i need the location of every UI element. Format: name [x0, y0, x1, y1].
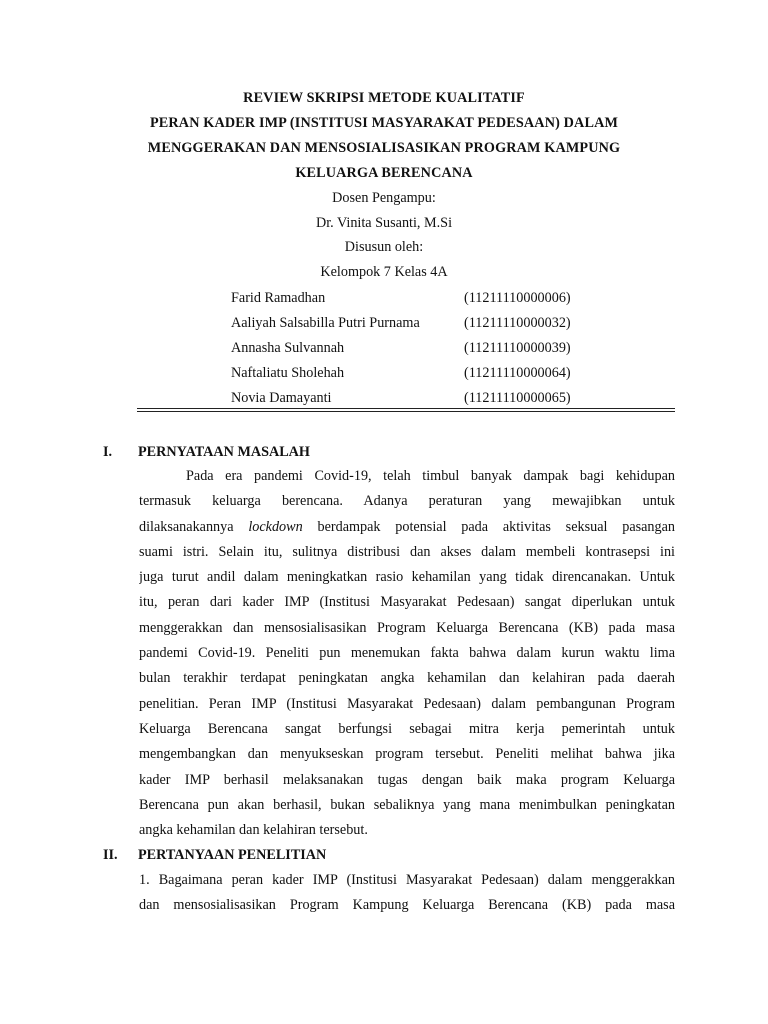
paragraph-line: termasuk keluarga berencana. Adanya peraturan yang mewajibkan untuk: [139, 493, 675, 510]
paragraph-line: Keluarga Berencana sangat berfungsi sebagai mitra kerja pemerintah untuk: [139, 720, 675, 737]
paragraph-line: itu, peran dari kader IMP (Institusi Masyarakat Pedesaan) sangat diperlukan untuk: [139, 594, 675, 611]
title-block: [0, 86, 768, 284]
paragraph-line: menggerakkan dan mensosialisasikan Program Keluarga Berencana (KB) pada masa: [139, 619, 675, 636]
lecturer-name: Dr. Vinita Susanti, M.Si: [315, 214, 453, 231]
author-id: (11211110000032): [464, 315, 571, 331]
author-id: (11211110000064): [464, 365, 571, 381]
author-id: (11211110000006): [464, 290, 571, 306]
section-number: II.: [103, 847, 118, 863]
author-name: Naftaliatu Sholehah: [231, 365, 345, 381]
section-number: I.: [103, 444, 113, 460]
paragraph-line: Berencana pun akan berhasil, bukan sebaliknya yang mana menimbulkan peningkatan: [139, 796, 675, 813]
italic-term: lockdown: [248, 518, 303, 535]
divider-rule-bottom: [137, 411, 675, 412]
research-questions-paragraph: [139, 868, 675, 919]
author-row: [231, 286, 591, 311]
title-line-3: MENGGERAKAN DAN MENSOSIALISASIKAN PROGRAM KAMPUNG: [147, 140, 621, 156]
paragraph-line: angka kehamilan dan kelahiran tersebut.: [139, 822, 368, 839]
paragraph-line: Pada era pandemi Covid-19, telah timbul banyak dampak bagi kehidupan: [186, 468, 675, 484]
paragraph-line: juga turut andil dalam meningkatkan rasio kehamilan yang tidak direncanakan. Untuk: [139, 569, 675, 586]
section-title: PERNYATAAN MASALAH: [138, 444, 310, 460]
section-title: PERTANYAAN PENELITIAN: [138, 847, 327, 863]
author-row: [231, 361, 591, 386]
paragraph-line: kader IMP berhasil melaksanakan tugas dengan baik maka program Keluarga: [139, 771, 675, 788]
author-id: (11211110000065): [464, 390, 571, 406]
author-name: Aaliyah Salsabilla Putri Purnama: [231, 315, 420, 331]
group-label: Kelompok 7 Kelas 4A: [320, 263, 448, 280]
author-id: (11211110000039): [464, 340, 571, 356]
lecturer-label: Dosen Pengampu:: [332, 190, 436, 206]
author-name: Farid Ramadhan: [231, 290, 326, 306]
section-heading-problem: [103, 442, 310, 462]
compiled-label: Disusun oleh:: [344, 239, 424, 255]
title-line-1: REVIEW SKRIPSI METODE KUALITATIF: [243, 90, 525, 106]
author-row: [231, 311, 591, 336]
paragraph-line: suami istri. Selain itu, sulitnya distribusi dan akses dalam membeli kontrasepsi ini: [139, 543, 675, 560]
author-name: Novia Damayanti: [231, 390, 332, 406]
paragraph-line: penelitian. Peran IMP (Institusi Masyarakat Pedesaan) dalam pembangunan Program: [139, 695, 675, 712]
line-rest-text: berdampak potensial pada aktivitas seksual pasangan: [317, 518, 675, 535]
problem-statement-paragraph: [139, 464, 675, 843]
paragraph-line: mengembangkan dan menyukseskan program tersebut. Peneliti melihat bahwa jika: [139, 746, 675, 763]
title-line-4: KELUARGA BERENCANA: [295, 165, 473, 181]
paragraph-line: 1. Bagaimana peran kader IMP (Institusi Masyarakat Pedesaan) dalam menggerakkan: [139, 872, 675, 888]
author-name: Annasha Sulvannah: [231, 340, 345, 356]
divider-rule-top: [137, 408, 675, 409]
paragraph-line-with-italic: [139, 515, 675, 540]
line-prefix-text: dilaksanakannya: [139, 518, 234, 535]
paragraph-line: dan mensosialisasikan Program Kampung Keluarga Berencana (KB) pada masa: [139, 897, 675, 914]
author-row: [231, 336, 591, 361]
title-line-2: PERAN KADER IMP (INSTITUSI MASYARAKAT PEDESAAN) DALAM: [149, 115, 619, 131]
author-list: [231, 286, 591, 411]
paragraph-line: bulan terakhir terdapat peningkatan angka kehamilan dan kelahiran pada daerah: [139, 670, 675, 687]
section-heading-research-questions: [103, 845, 326, 865]
paragraph-line: pandemi Covid-19. Peneliti pun menemukan fakta bahwa dalam kurun waktu lima: [139, 645, 675, 662]
